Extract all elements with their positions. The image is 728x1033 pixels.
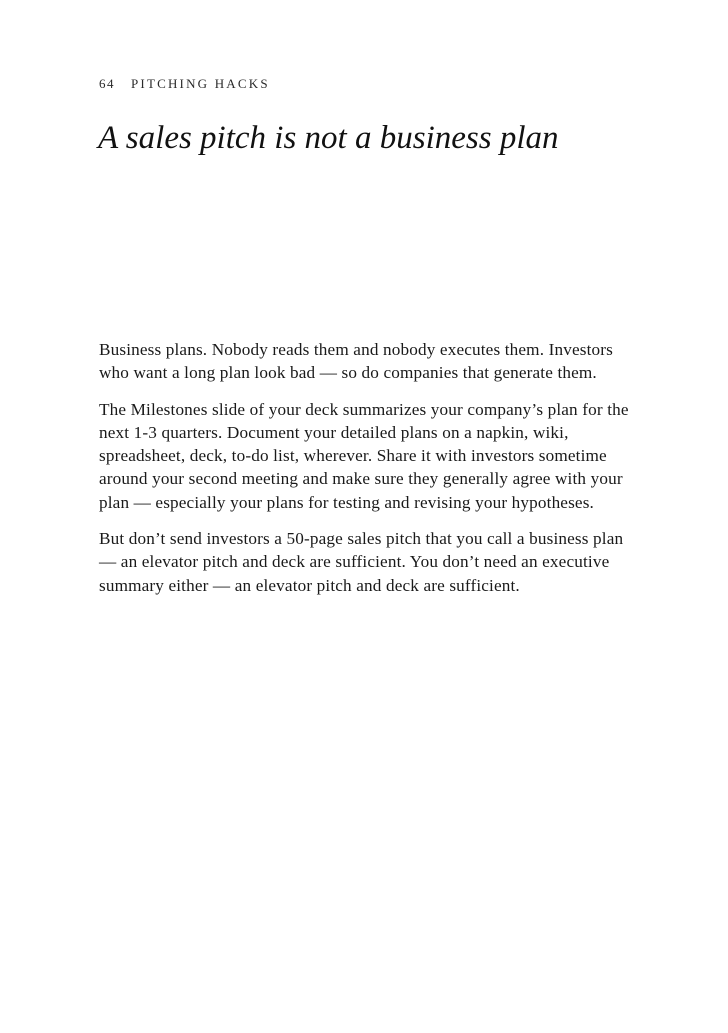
section-title: A sales pitch is not a business plan (98, 120, 559, 156)
body-text (99, 338, 639, 610)
paragraph: Business plans. Nobody reads them and nobody executes them. Investors who want a long plan look bad — so do companies that generate them. (99, 340, 613, 383)
page-number: 64 (99, 76, 115, 91)
running-header (99, 76, 270, 92)
paragraph: But don’t send investors a 50-page sales pitch that you call a business plan — an elevator pitch and deck are sufficient. You don’t need an executive summary either — an elevator pitch and deck are sufficient. (99, 529, 624, 595)
running-title: PITCHING HACKS (131, 76, 270, 91)
paragraph: The Milestones slide of your deck summarizes your company’s plan for the next 1-3 quarters. Document your detailed plans on a napkin, wiki, spreadsheet, deck, to-do list, wherever. Share it with investors sometime around your second meeting and make sure they generally agree with your plan — especially your plans for testing and revising your hypotheses. (99, 399, 629, 512)
